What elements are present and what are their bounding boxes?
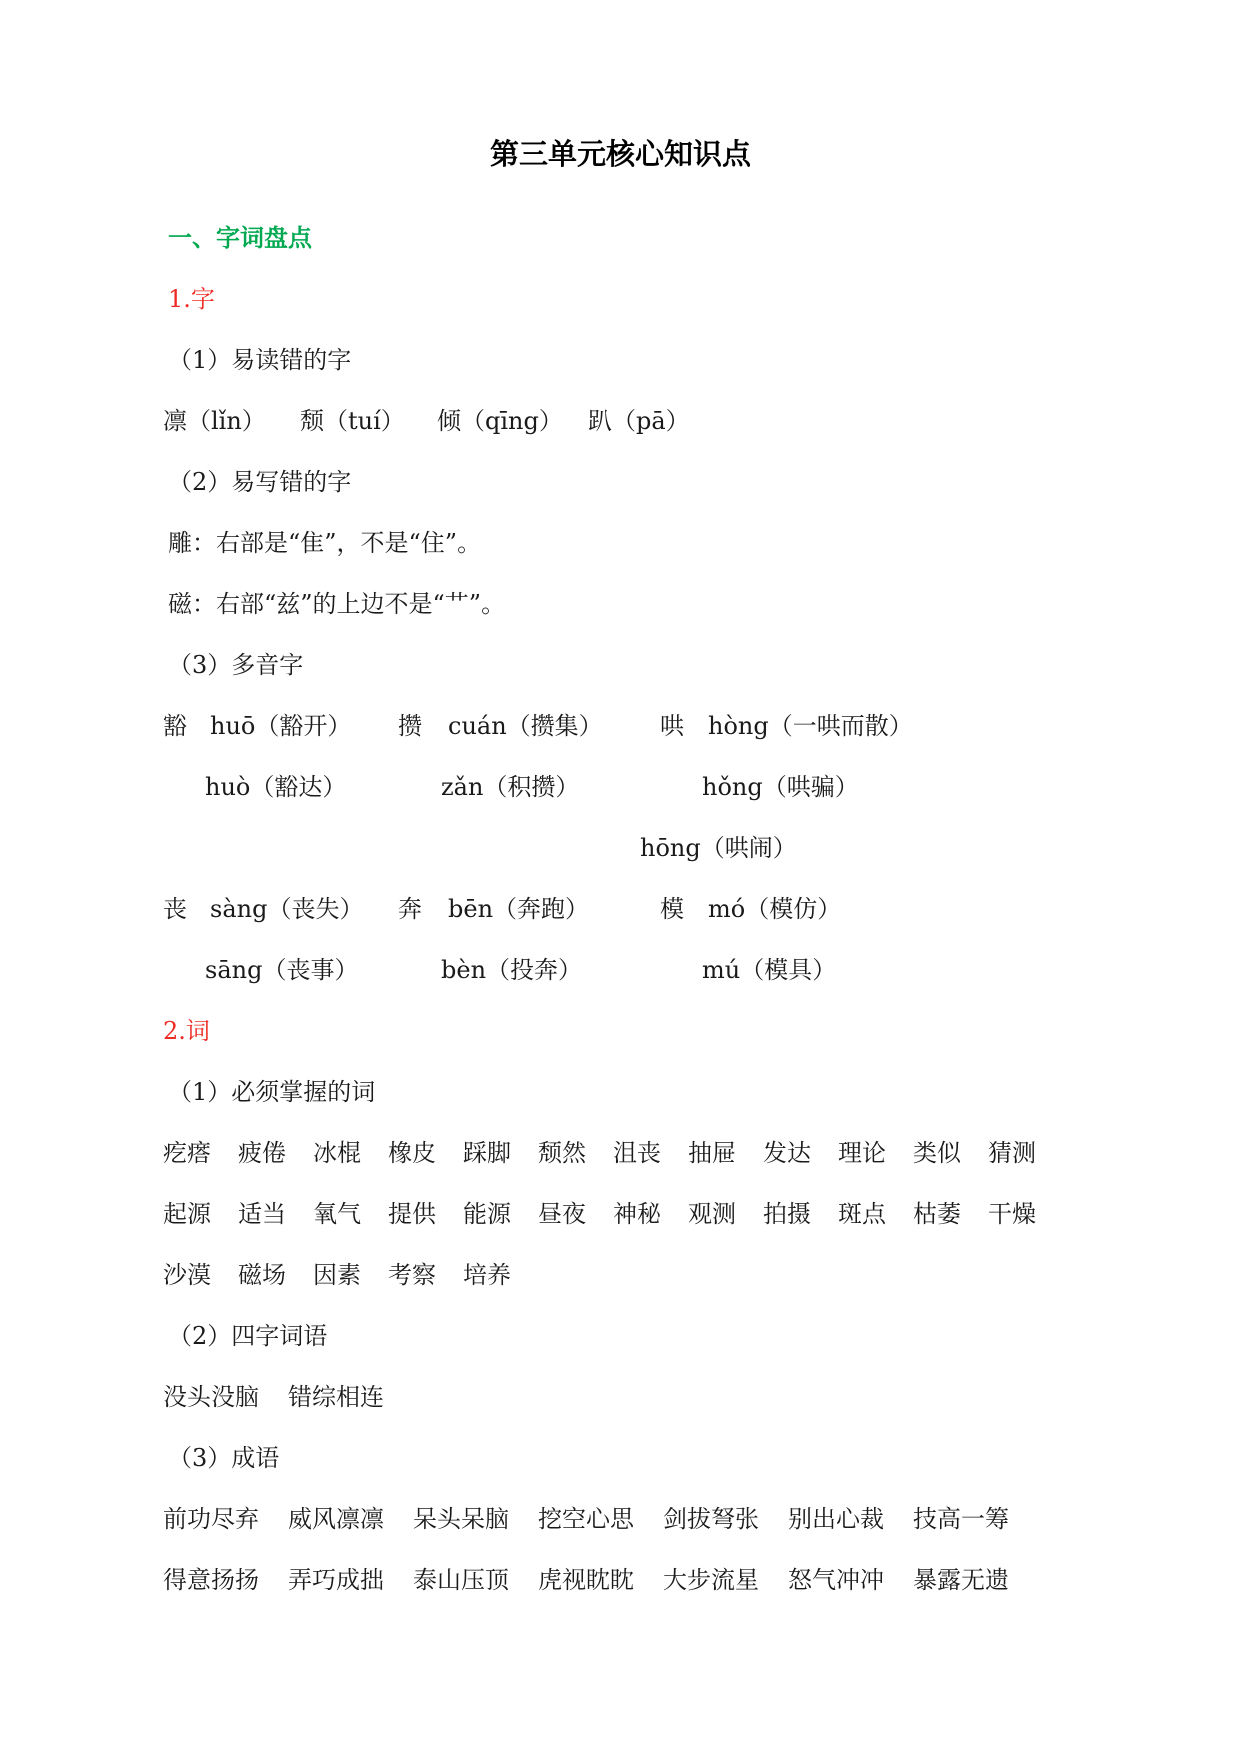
polyphone-char: 奔: [398, 895, 422, 923]
word-item: 适当: [238, 1200, 286, 1228]
page-title: 第三单元核心知识点: [489, 137, 751, 171]
word-item: 起源: [163, 1200, 211, 1228]
word-item: 沮丧: [613, 1139, 661, 1167]
polyphone-reading: zǎn（积攒）: [441, 773, 580, 801]
word-item: 冰棍: [313, 1139, 361, 1167]
idiom-item: 前功尽弃: [163, 1505, 259, 1533]
idiom-item: 得意扬扬: [163, 1566, 259, 1594]
polyphone-reading: cuán（攒集）: [448, 712, 603, 740]
word-item: 能源: [463, 1200, 511, 1228]
word-item: 干燥: [988, 1200, 1036, 1228]
polyphone-char: 攒: [398, 712, 422, 740]
word-item: 橡皮: [388, 1139, 436, 1167]
polyphone-reading: sàng（丧失）: [210, 895, 364, 923]
polyphone-reading: hōng（哄闹）: [640, 834, 797, 862]
idiom-item: 大步流星: [663, 1566, 759, 1594]
word-item: 枯萎: [913, 1200, 961, 1228]
heading-easy-misread: （1）易读错的字: [168, 346, 352, 374]
word-item: 猜测: [988, 1139, 1036, 1167]
miswrite-line: 雕：右部是“隹”，不是“住”。: [168, 529, 482, 557]
word-item: 斑点: [838, 1200, 886, 1228]
heading-easy-miswrite: （2）易写错的字: [168, 468, 352, 496]
idiom-item: 威风凛凛: [288, 1505, 384, 1533]
four-char-word: 没头没脑: [163, 1383, 259, 1411]
polyphone-char: 模: [660, 895, 684, 923]
word-item: 提供: [388, 1200, 436, 1228]
polyphone-reading: sāng（丧事）: [205, 956, 359, 984]
heading-polyphones: （3）多音字: [168, 651, 304, 679]
heading-four-char-words: （2）四字词语: [168, 1322, 328, 1350]
word-item: 磁场: [238, 1261, 286, 1289]
word-item: 抽屉: [688, 1139, 736, 1167]
word-item: 颓然: [538, 1139, 586, 1167]
word-item: 疙瘩: [163, 1139, 211, 1167]
idiom-item: 技高一筹: [913, 1505, 1009, 1533]
word-item: 培养: [463, 1261, 511, 1289]
misread-item: 颓（tuí）: [300, 407, 405, 435]
polyphone-reading: mó（模仿）: [708, 895, 842, 923]
idiom-item: 怒气冲冲: [788, 1566, 884, 1594]
word-item: 昼夜: [538, 1200, 586, 1228]
idiom-item: 暴露无遗: [913, 1566, 1009, 1594]
word-item: 疲倦: [238, 1139, 286, 1167]
polyphone-char: 哄: [660, 712, 684, 740]
idiom-item: 别出心裁: [788, 1505, 884, 1533]
miswrite-line: 磁：右部“兹”的上边不是“艹”。: [168, 590, 506, 618]
polyphone-reading: hòng（一哄而散）: [708, 712, 913, 740]
idiom-item: 泰山压顶: [413, 1566, 509, 1594]
subheading-words: 2.词: [163, 1017, 210, 1045]
polyphone-char: 丧: [163, 895, 187, 923]
four-char-word: 错综相连: [288, 1383, 384, 1411]
word-item: 发达: [763, 1139, 811, 1167]
polyphone-reading: mú（模具）: [702, 956, 837, 984]
heading-must-master: （1）必须掌握的词: [168, 1078, 376, 1106]
polyphone-reading: huò（豁达）: [205, 773, 347, 801]
polyphone-reading: huō（豁开）: [210, 712, 352, 740]
idiom-item: 剑拔弩张: [663, 1505, 759, 1533]
subheading-chars: 1.字: [168, 285, 215, 313]
misread-item: 凛（lǐn）: [163, 407, 266, 435]
misread-item: 倾（qīng）: [437, 407, 563, 435]
word-item: 考察: [388, 1261, 436, 1289]
word-item: 理论: [838, 1139, 886, 1167]
idiom-item: 弄巧成拙: [288, 1566, 384, 1594]
word-item: 因素: [313, 1261, 361, 1289]
idiom-item: 虎视眈眈: [538, 1566, 634, 1594]
section-heading-words-review: 一、字词盘点: [168, 224, 312, 252]
idiom-item: 呆头呆脑: [413, 1505, 509, 1533]
heading-idioms: （3）成语: [168, 1444, 280, 1472]
word-item: 氧气: [313, 1200, 361, 1228]
word-item: 观测: [688, 1200, 736, 1228]
idiom-item: 挖空心思: [538, 1505, 634, 1533]
word-item: 类似: [913, 1139, 961, 1167]
word-item: 沙漠: [163, 1261, 211, 1289]
polyphone-reading: bēn（奔跑）: [448, 895, 590, 923]
word-item: 踩脚: [463, 1139, 511, 1167]
polyphone-reading: bèn（投奔）: [441, 956, 583, 984]
misread-item: 趴（pā）: [588, 407, 690, 435]
word-item: 神秘: [613, 1200, 661, 1228]
word-item: 拍摄: [763, 1200, 811, 1228]
polyphone-char: 豁: [163, 712, 187, 740]
polyphone-reading: hǒng（哄骗）: [702, 773, 859, 801]
